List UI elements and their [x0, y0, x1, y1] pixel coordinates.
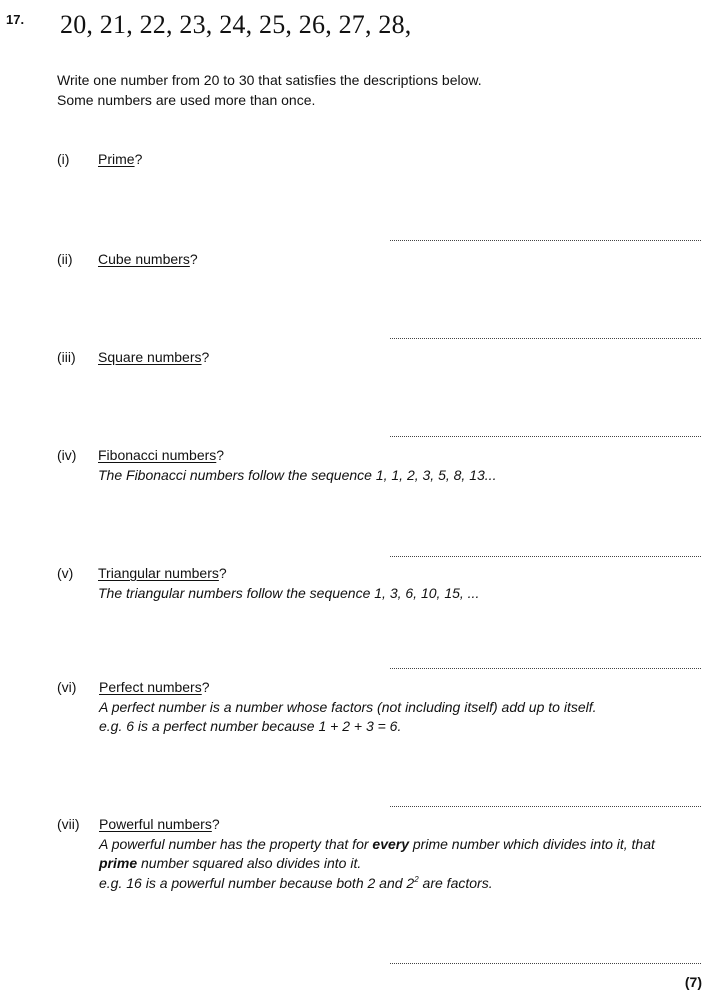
emphasis-prime: prime: [99, 855, 138, 871]
question-number: 17.: [6, 12, 25, 27]
answer-line-ii[interactable]: [390, 338, 701, 339]
part-term: Square numbers: [98, 349, 202, 365]
question-mark: ?: [211, 816, 220, 832]
answer-line-vi[interactable]: [390, 806, 701, 807]
part-term: Perfect numbers: [99, 679, 202, 695]
instruction-line-1: Write one number from 20 to 30 that satisfies the descriptions below.: [57, 72, 482, 88]
part-label: (i): [57, 151, 70, 167]
answer-line-iv[interactable]: [390, 556, 701, 557]
part-label: (iv): [57, 447, 77, 463]
part-label: (ii): [57, 251, 73, 267]
part-description-2: e.g. 6 is a perfect number because 1 + 2 + 3 = 6.: [99, 718, 402, 734]
part-label: (iii): [57, 349, 76, 365]
answer-line-v[interactable]: [390, 668, 701, 669]
part-term: Triangular numbers: [98, 565, 219, 581]
part-term: Fibonacci numbers: [98, 447, 217, 463]
question-mark: ?: [201, 679, 210, 695]
part-label: (vi): [57, 679, 77, 695]
part-description: The triangular numbers follow the sequence 1, 3, 6, 10, 15, ...: [98, 584, 480, 601]
part-description-3: e.g. 16 is a powerful number because both 2 and $2^2$ are factors.: [99, 874, 493, 891]
question-mark: ?: [218, 565, 227, 581]
part-term: Powerful numbers: [99, 816, 212, 832]
part-description-1: A perfect number is a number whose factors (not including itself) add up to itself.: [99, 698, 597, 715]
emphasis-every: every: [372, 835, 409, 852]
part-label: (v): [57, 565, 74, 581]
instruction-line-2: Some numbers are used more than once.: [57, 92, 316, 108]
part-description-1: A powerful number has the property that for every prime number which divides into it, that: [99, 835, 655, 852]
part-term: Prime: [98, 151, 135, 167]
part-description-2: prime number squared also divides into it.: [99, 855, 362, 871]
part-label: (vii): [57, 816, 80, 832]
question-mark: ?: [216, 447, 225, 463]
answer-line-vii[interactable]: [390, 963, 701, 964]
answer-line-i[interactable]: [390, 240, 701, 241]
question-mark: ?: [134, 151, 143, 167]
question-mark: ?: [189, 251, 198, 267]
part-term: Cube numbers: [98, 251, 190, 267]
number-sequence: 20, 21, 22, 23, 24, 25, 26, 27, 28,: [60, 10, 412, 39]
answer-line-iii[interactable]: [390, 436, 701, 437]
part-description: The Fibonacci numbers follow the sequence 1, 1, 2, 3, 5, 8, 13...: [98, 466, 497, 483]
superscript: 2: [414, 874, 419, 884]
question-mark: ?: [201, 349, 210, 365]
total-marks: (7): [684, 974, 702, 990]
